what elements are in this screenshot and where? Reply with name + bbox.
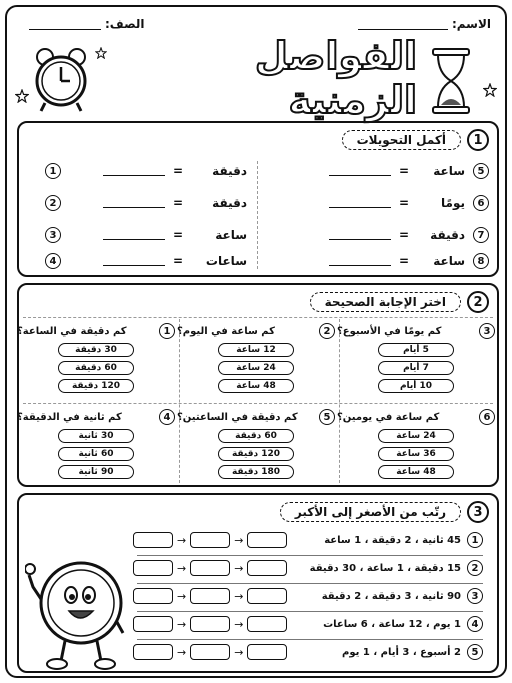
arrow-icon: →	[234, 561, 244, 575]
row-number: 2	[45, 195, 61, 211]
class-line[interactable]	[29, 18, 101, 30]
answer-box[interactable]	[133, 588, 173, 604]
row-number: 3	[45, 227, 61, 243]
values-to-order: 15 دقيقة ، 1 ساعة ، 30 دقيقة	[309, 562, 461, 574]
values-to-order: 1 يوم ، 12 ساعة ، 6 ساعات	[323, 618, 461, 630]
answer-option[interactable]: 10 أيام	[378, 379, 454, 393]
unit-label: ساعات	[205, 254, 247, 268]
question-text: كم دقيقة في الساعة؟	[17, 325, 127, 337]
arrow-icon: →	[177, 645, 187, 659]
conversion-row	[329, 163, 489, 179]
answer-option[interactable]: 30 ثانية	[58, 429, 134, 443]
name-line[interactable]	[358, 18, 448, 30]
values-to-order: 45 ثانية ، 2 دقيقة ، 1 ساعة	[324, 534, 461, 546]
question-card	[17, 409, 175, 479]
clock-mascot-icon	[25, 535, 131, 671]
arrow-icon: →	[234, 617, 244, 631]
answer-option[interactable]: 7 أيام	[378, 361, 454, 375]
page-title: الفواصل الزمنية	[254, 34, 417, 122]
worksheet-page	[5, 5, 507, 678]
conversion-row	[45, 195, 247, 211]
answer-box[interactable]	[190, 616, 230, 632]
name-label: الاسم:	[451, 17, 491, 31]
star-icon	[483, 83, 497, 97]
answer-option[interactable]: 12 ساعة	[218, 343, 294, 357]
row-number: 8	[473, 253, 489, 269]
answer-blank[interactable]	[103, 230, 165, 240]
ordering-row	[133, 585, 483, 607]
question-text: كم ساعة في اليوم؟	[177, 325, 275, 337]
unit-label: ساعة	[433, 254, 465, 268]
answer-option[interactable]: 24 ساعة	[378, 429, 454, 443]
section2-heading	[310, 291, 489, 313]
answer-option[interactable]: 60 ثانية	[58, 447, 134, 461]
unit-label: ساعة	[215, 228, 247, 242]
row-divider	[137, 583, 483, 584]
answer-box[interactable]	[190, 560, 230, 576]
answer-option[interactable]: 30 دقيقة	[58, 343, 134, 357]
answer-blank[interactable]	[329, 230, 391, 240]
answer-boxes	[133, 560, 287, 576]
class-field[interactable]	[29, 17, 145, 31]
ordering-row	[133, 529, 483, 551]
answer-box[interactable]	[133, 532, 173, 548]
conversion-row	[329, 195, 489, 211]
question-card	[337, 409, 495, 479]
section-conversions	[17, 121, 499, 277]
answer-box[interactable]	[247, 532, 287, 548]
arrow-icon: →	[177, 533, 187, 547]
row-number: 5	[473, 163, 489, 179]
values-to-order: 2 أسبوع ، 3 أيام ، 1 يوم	[342, 646, 461, 658]
answer-box[interactable]	[133, 616, 173, 632]
row-number: 3	[467, 588, 483, 604]
row-number: 2	[467, 560, 483, 576]
unit-label: ساعة	[433, 164, 465, 178]
equals-sign: =	[172, 196, 183, 210]
question-text: كم يومًا في الأسبوع؟	[337, 325, 442, 337]
section-multiple-choice	[17, 283, 499, 487]
equals-sign: =	[398, 254, 409, 268]
unit-label: دقيقة	[430, 228, 465, 242]
answer-blank[interactable]	[103, 166, 165, 176]
answer-blank[interactable]	[103, 198, 165, 208]
answer-boxes	[133, 532, 287, 548]
arrow-icon: →	[234, 645, 244, 659]
answer-box[interactable]	[133, 560, 173, 576]
answer-option[interactable]: 180 دقيقة	[218, 465, 294, 479]
name-field[interactable]	[358, 17, 491, 31]
arrow-icon: →	[234, 589, 244, 603]
row-divider	[137, 555, 483, 556]
answer-option[interactable]: 120 دقيقة	[58, 379, 134, 393]
section2-title: اختر الإجابة الصحيحة	[310, 292, 461, 312]
conversion-row	[329, 253, 489, 269]
row-number: 5	[467, 644, 483, 660]
answer-box[interactable]	[247, 616, 287, 632]
conversion-row	[45, 227, 247, 243]
arrow-icon: →	[177, 561, 187, 575]
row-divider	[137, 639, 483, 640]
row-divider	[137, 611, 483, 612]
question-card	[177, 323, 335, 393]
ordering-row	[133, 557, 483, 579]
question-card	[337, 323, 495, 393]
answer-blank[interactable]	[103, 256, 165, 266]
answer-option[interactable]: 5 أيام	[378, 343, 454, 357]
conversion-row	[45, 253, 247, 269]
conversion-row	[329, 227, 489, 243]
unit-label: دقيقة	[212, 196, 247, 210]
answer-boxes	[133, 644, 287, 660]
equals-sign: =	[172, 254, 183, 268]
answer-blank[interactable]	[329, 256, 391, 266]
answer-option[interactable]: 48 ساعة	[218, 379, 294, 393]
arrow-icon: →	[234, 533, 244, 547]
column-divider	[257, 161, 258, 269]
row-number: 1	[467, 532, 483, 548]
unit-label: يومًا	[441, 196, 465, 210]
hourglass-icon	[429, 47, 473, 115]
question-number: 5	[319, 409, 335, 425]
question-number: 2	[319, 323, 335, 339]
question-text: كم دقيقة في الساعتين؟	[177, 411, 298, 423]
question-card	[17, 323, 175, 393]
answer-option[interactable]: 90 ثانية	[58, 465, 134, 479]
section-ordering	[17, 493, 499, 673]
question-number: 6	[479, 409, 495, 425]
alarm-clock-icon	[25, 43, 97, 115]
values-to-order: 90 ثانية ، 3 دقيقة ، 2 دقيقة	[321, 590, 461, 602]
answer-box[interactable]	[247, 560, 287, 576]
divider	[23, 317, 493, 318]
star-icon	[95, 47, 107, 59]
answer-option[interactable]: 24 ساعة	[218, 361, 294, 375]
answer-blank[interactable]	[329, 198, 391, 208]
question-number: 1	[159, 323, 175, 339]
question-text: كم ساعة في يومين؟	[337, 411, 440, 423]
answer-box[interactable]	[190, 588, 230, 604]
answer-option[interactable]: 60 دقيقة	[58, 361, 134, 375]
row-number: 6	[473, 195, 489, 211]
conversion-row	[45, 163, 247, 179]
row-number: 7	[473, 227, 489, 243]
answer-option[interactable]: 36 ساعة	[378, 447, 454, 461]
answer-option[interactable]: 120 دقيقة	[218, 447, 294, 461]
section1-number: 1	[467, 129, 489, 151]
answer-box[interactable]	[247, 588, 287, 604]
answer-blank[interactable]	[329, 166, 391, 176]
arrow-icon: →	[177, 617, 187, 631]
section3-number: 3	[467, 501, 489, 523]
question-number: 3	[479, 323, 495, 339]
question-text: كم ثانية في الدقيقة؟	[17, 411, 122, 423]
equals-sign: =	[398, 164, 409, 178]
section1-title: أكمل التحويلات	[342, 130, 461, 150]
ordering-row	[133, 641, 483, 663]
answer-option[interactable]: 60 دقيقة	[218, 429, 294, 443]
equals-sign: =	[398, 228, 409, 242]
answer-boxes	[133, 616, 287, 632]
ordering-row	[133, 613, 483, 635]
question-number: 4	[159, 409, 175, 425]
question-card	[177, 409, 335, 479]
section3-title: رتّب من الأصغر إلى الأكبر	[280, 502, 461, 522]
equals-sign: =	[172, 228, 183, 242]
answer-box[interactable]	[247, 644, 287, 660]
section3-heading	[280, 501, 489, 523]
answer-box[interactable]	[133, 644, 173, 660]
answer-box[interactable]	[190, 532, 230, 548]
divider	[23, 403, 493, 404]
row-number: 4	[45, 253, 61, 269]
arrow-icon: →	[177, 589, 187, 603]
class-label: الصف:	[105, 17, 145, 31]
star-icon	[15, 89, 29, 103]
section1-heading	[342, 129, 489, 151]
section2-number: 2	[467, 291, 489, 313]
answer-option[interactable]: 48 ساعة	[378, 465, 454, 479]
row-number: 4	[467, 616, 483, 632]
row-number: 1	[45, 163, 61, 179]
unit-label: دقيقة	[212, 164, 247, 178]
equals-sign: =	[398, 196, 409, 210]
answer-boxes	[133, 588, 287, 604]
equals-sign: =	[172, 164, 183, 178]
answer-box[interactable]	[190, 644, 230, 660]
